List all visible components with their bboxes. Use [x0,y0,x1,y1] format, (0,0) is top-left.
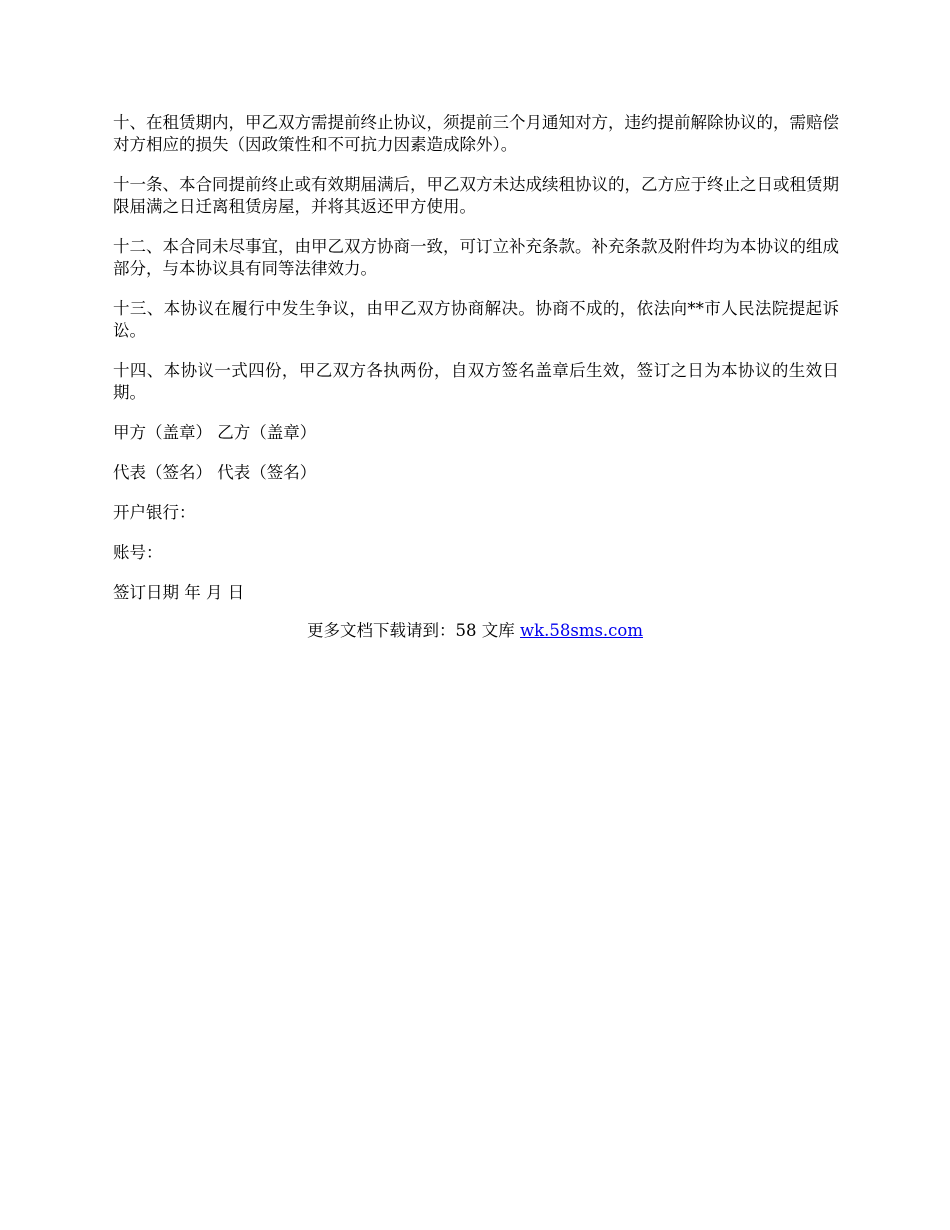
sign-line: 代表（签名） 代表（签名） [113,463,317,482]
clause-13: 十三、本协议在履行中发生争议，由甲乙双方协商解决。协商不成的，依法向**市人民法院提起诉讼。 [113,299,839,340]
clause-10: 十、在租赁期内，甲乙双方需提前终止协议，须提前三个月通知对方，违约提前解除协议的，需赔偿对方相应的损失（因政策性和不可抗力因素造成除外）。 [113,113,839,154]
date-line: 签订日期 年 月 日 [113,583,245,602]
clause-12: 十二、本合同未尽事宜，由甲乙双方协商一致，可订立补充条款。补充条款及附件均为本协议的组成部分，与本协议具有同等法律效力。 [113,237,839,278]
footer-prefix: 更多文档下载请到：58 文库 [306,621,520,640]
document-body [113,112,839,622]
bank-label: 开户银行： [113,503,196,522]
footer [0,620,950,642]
clause-11: 十一条、本合同提前终止或有效期届满后，甲乙双方未达成续租协议的，乙方应于终止之日或租赁期限届满之日迁离租赁房屋，并将其返还甲方使用。 [113,175,839,216]
footer-link[interactable]: wk.58sms.com [519,621,643,640]
clause-14: 十四、本协议一式四份，甲乙双方各执两份，自双方签名盖章后生效，签订之日为本协议的生效日期。 [113,361,839,402]
seal-line: 甲方（盖章） 乙方（盖章） [113,423,317,442]
account-label: 账号： [113,543,163,562]
